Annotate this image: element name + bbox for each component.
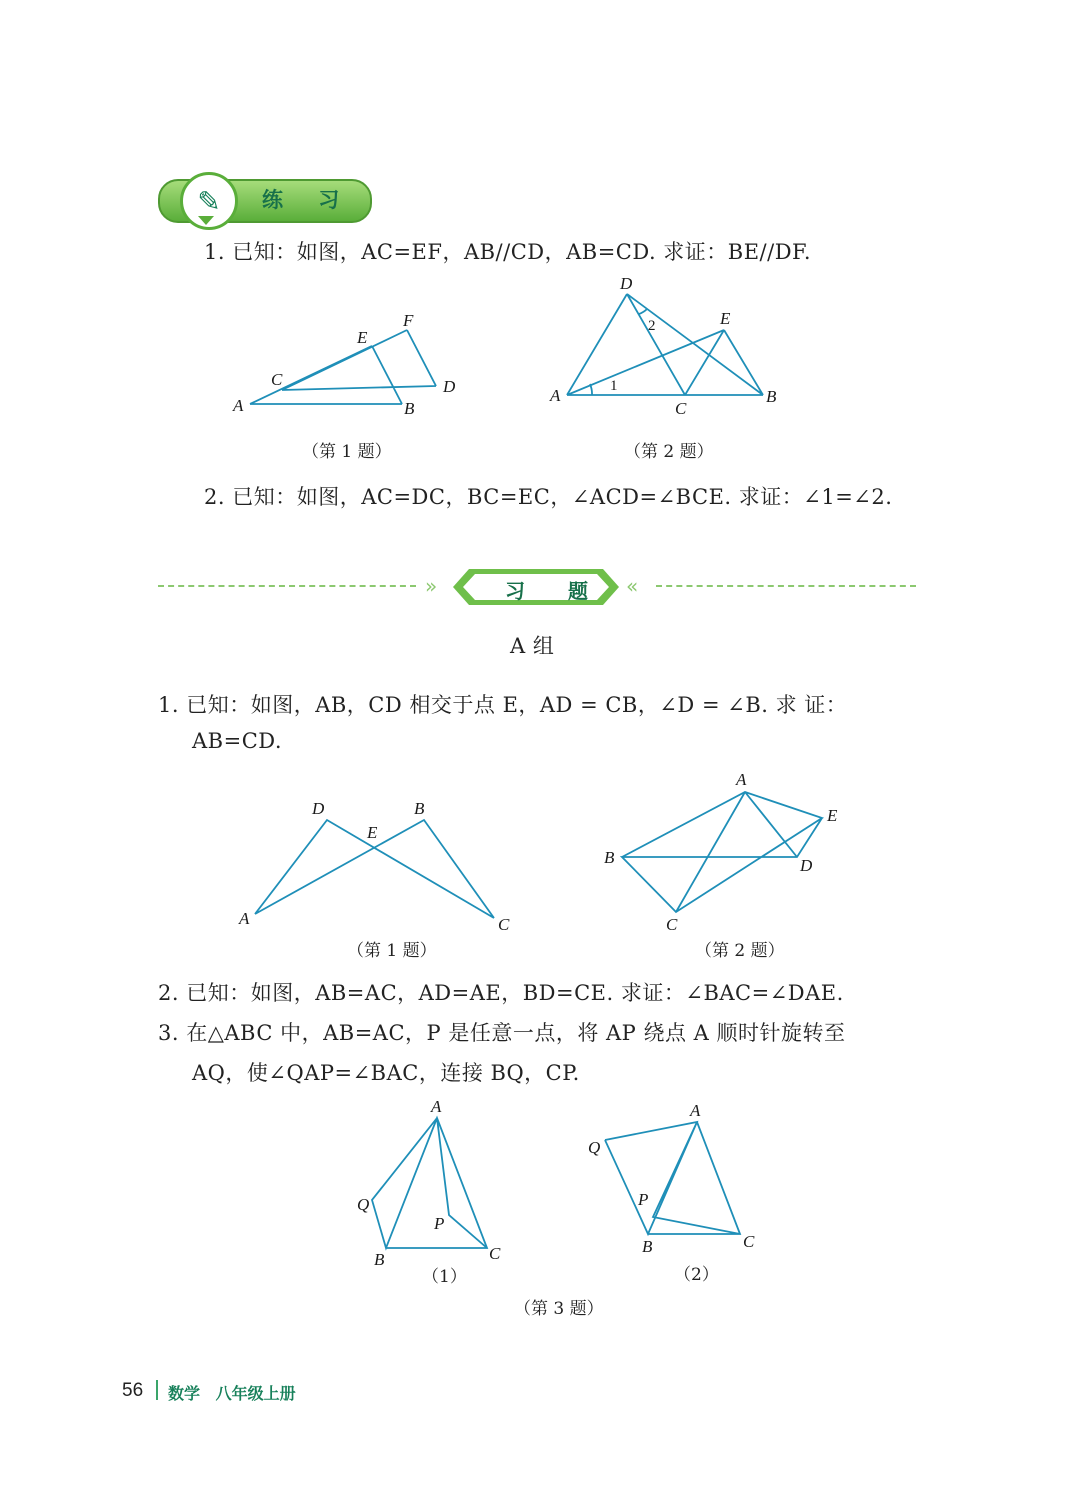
point-label: E xyxy=(720,309,731,328)
group-heading: A 组 xyxy=(510,634,555,658)
point-label: P xyxy=(638,1190,649,1209)
practice-fig2-caption: （第 2 题） xyxy=(624,442,714,462)
exercise-figure-3-2 xyxy=(588,1101,755,1256)
practice-q1: 1. 已知：如图，AC=EF，AB//CD，AB=CD. 求证：BE//DF. xyxy=(204,240,812,264)
fig3-sub2-caption: （2） xyxy=(674,1265,719,1285)
point-label: E xyxy=(357,328,368,347)
point-label: P xyxy=(434,1214,445,1233)
point-label: Q xyxy=(588,1138,601,1157)
point-label: B xyxy=(404,399,415,418)
point-label: D xyxy=(443,377,456,396)
point-label: Q xyxy=(357,1195,370,1214)
exercise-figure-3-1 xyxy=(357,1097,501,1269)
point-label: B xyxy=(766,387,777,406)
point-label: A xyxy=(431,1097,442,1116)
practice-q2: 2. 已知：如图，AC=DC，BC=EC，∠ACD=∠BCE. 求证：∠1=∠2. xyxy=(204,485,893,509)
practice-title: 练 习 xyxy=(262,188,354,212)
point-label: A xyxy=(550,386,561,405)
practice-figure-1 xyxy=(232,311,456,418)
point-label: C xyxy=(489,1244,501,1263)
point-label: C xyxy=(666,915,678,934)
point-label: E xyxy=(827,806,838,825)
fig3-sub1-caption: （1） xyxy=(422,1267,467,1287)
exercise-figure-1 xyxy=(238,799,510,934)
point-label: C xyxy=(743,1232,755,1251)
exercise-q3-line1: 3. 在△ABC 中，AB=AC，P 是任意一点，将 AP 绕点 A 顺时针旋转至 xyxy=(158,1021,846,1045)
exercise-q2: 2. 已知：如图，AB=AC，AD=AE，BD=CE. 求证：∠BAC=∠DAE. xyxy=(158,981,844,1005)
footer-divider xyxy=(156,1380,158,1400)
book-title: 数学 八年级上册 xyxy=(168,1384,296,1403)
practice-fig1-caption: （第 1 题） xyxy=(302,442,392,462)
point-label: A xyxy=(690,1101,701,1120)
chevron-left-icon: « xyxy=(626,574,639,598)
fig3-caption: （第 3 题） xyxy=(514,1299,604,1319)
point-label: C xyxy=(271,370,283,389)
point-label: A xyxy=(233,396,244,415)
point-label: B xyxy=(374,1250,385,1269)
point-label: D xyxy=(312,799,325,818)
point-label: 1 xyxy=(610,378,618,394)
point-label: C xyxy=(675,399,687,418)
point-label: D xyxy=(620,274,633,293)
chevron-right-icon: » xyxy=(425,574,438,598)
page-number: 56 xyxy=(122,1380,144,1401)
point-label: E xyxy=(367,823,378,842)
point-label: 2 xyxy=(648,318,656,334)
point-label: D xyxy=(800,856,813,875)
point-label: B xyxy=(642,1237,653,1256)
point-label: C xyxy=(498,915,510,934)
point-label: B xyxy=(414,799,425,818)
exercise-q1-line2: AB=CD. xyxy=(192,729,283,753)
exercise-q3-line2: AQ，使∠QAP=∠BAC，连接 BQ，CP. xyxy=(192,1061,580,1085)
point-label: A xyxy=(736,770,747,789)
exercise-fig2-caption: （第 2 题） xyxy=(695,941,785,961)
point-label: A xyxy=(239,909,250,928)
point-label: F xyxy=(403,311,414,330)
exercise-fig1-caption: （第 1 题） xyxy=(347,941,437,961)
exercise-q1-line1: 1. 已知：如图，AB，CD 相交于点 E，AD = CB，∠D = ∠B. 求 证： xyxy=(158,693,848,717)
point-label: B xyxy=(604,848,615,867)
exercises-title: 习 题 xyxy=(505,579,606,603)
pencil-icon: ✎ xyxy=(180,172,238,230)
practice-figure-2 xyxy=(549,274,777,418)
exercise-figure-2 xyxy=(604,770,838,934)
